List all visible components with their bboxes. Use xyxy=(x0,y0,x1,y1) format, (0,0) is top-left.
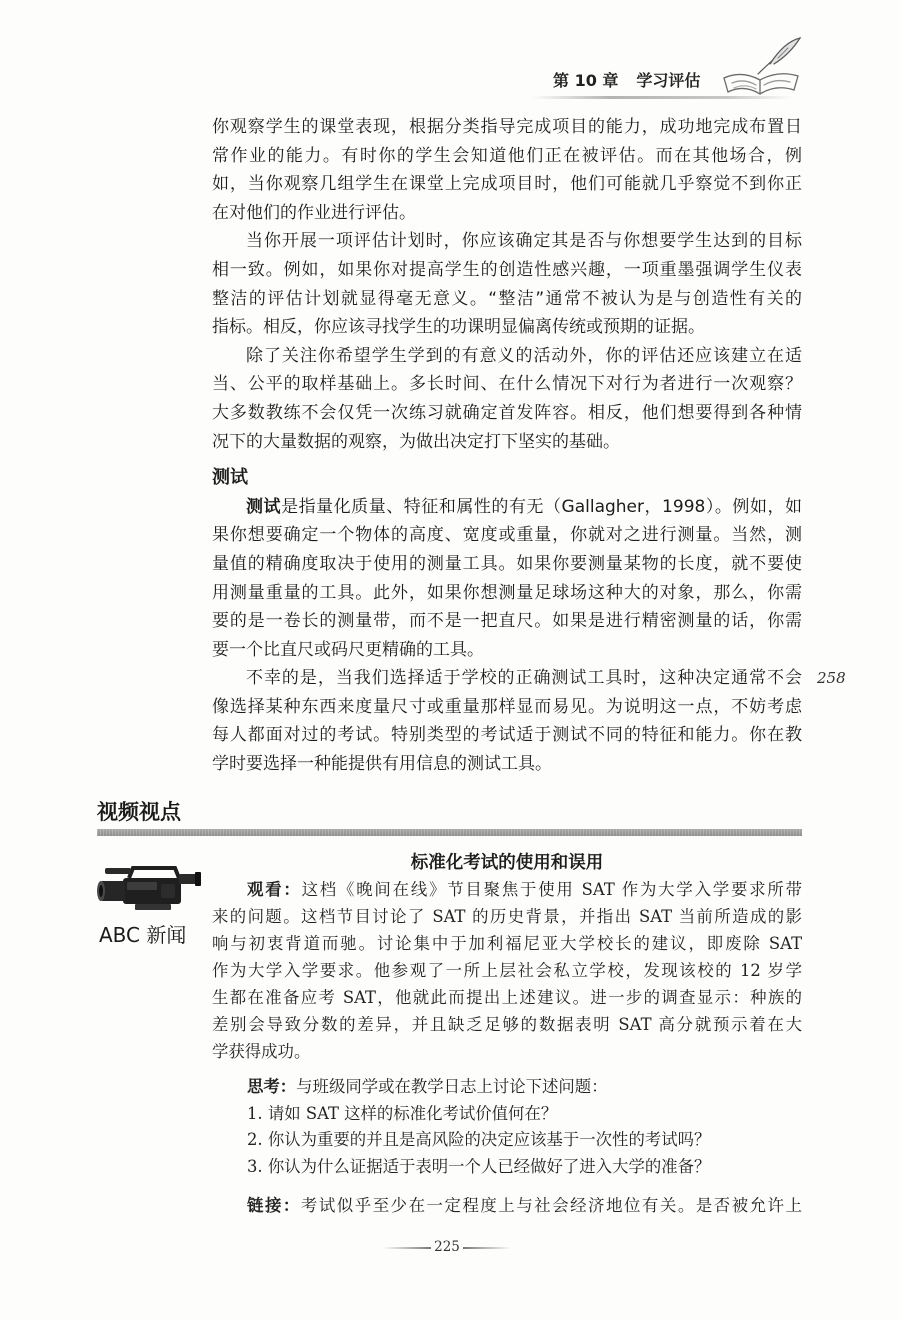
text-line: 不幸的是，当我们选择适于学校的正确测试工具时，这种决定通常不会 xyxy=(246,668,802,689)
paragraph xyxy=(212,493,802,665)
text-run: 与班级同学或在教学日志上讨论下述问题： xyxy=(296,1077,608,1096)
abc-news-label: ABC 新闻 xyxy=(99,923,187,947)
chapter-title: 学习评估 xyxy=(636,71,701,90)
text-line xyxy=(212,1192,802,1219)
paragraph xyxy=(212,342,802,456)
link-label: 链接： xyxy=(247,1196,301,1215)
text-line: 常作业的能力。有时你的学生会知道他们正在被评估。而在其他场合，例 xyxy=(212,145,802,166)
text-line: 来的问题。这档节目讨论了 SAT 的历史背景，并指出 SAT 当前所造成的影 xyxy=(212,907,802,926)
text-line: 如，当你观察几组学生在课堂上完成项目时，他们可能就几乎察觉不到你正 xyxy=(212,174,802,195)
text-run: 考试似乎至少在一定程度上与社会经济地位有关。是否被允许上 xyxy=(300,1196,802,1215)
term-bold: 测试 xyxy=(246,496,282,517)
text-line: 作为大学入学要求。他参观了一所上层社会私立学校，发现该校的 12 岁学 xyxy=(212,961,802,980)
text-line: 在对他们的作业进行评估。 xyxy=(212,202,416,223)
video-box-heading: 视频视点 xyxy=(97,800,181,824)
main-text xyxy=(212,113,802,779)
text-line: 况下的大量数据的观察，为做出决定打下坚实的基础。 xyxy=(212,431,620,452)
quill-feather xyxy=(758,38,800,74)
text-line: 相一致。例如，如果你对提高学生的创造性感兴趣，一项重墨强调学生仪表 xyxy=(212,259,802,280)
open-book xyxy=(724,74,798,94)
text-line: 生都在准备应考 SAT，他就此而提出上述建议。进一步的调查显示：种族的 xyxy=(212,988,802,1007)
text-line: 差别会导致分数的差异，并且缺乏足够的数据表明 SAT 高分就预示着在大 xyxy=(212,1015,802,1034)
text-line: 用测量重量的工具。此外，如果你想测量足球场这种大的对象，那么，你需 xyxy=(212,582,802,603)
text-line: 当你开展一项评估计划时，你应该确定其是否与你想要学生达到的目标 xyxy=(246,231,802,252)
running-header xyxy=(553,68,700,94)
text-line: 每人都面对过的考试。特别类型的考试适于测试不同的特征和能力。你在教 xyxy=(212,725,802,746)
text-line: 你观察学生的课堂表现，根据分类指导完成项目的能力，成功地完成布置日 xyxy=(212,117,802,137)
camera-lens xyxy=(97,881,125,901)
text-line: 像选择某种东西来度量尺寸或重量那样显而易见。为说明这一点，不妨考虑 xyxy=(212,696,802,717)
text-line: 学时要选择一种能提供有用信息的测试工具。 xyxy=(212,754,552,775)
watch-label: 观看： xyxy=(247,880,302,899)
section-heading: 测试 xyxy=(212,467,248,489)
margin-page-number: 258 xyxy=(817,669,846,687)
text-run: 这档《晚间在线》节目聚焦于使用 SAT 作为大学入学要求所带 xyxy=(301,880,802,899)
question-item: 2. 你认为重要的并且是高风险的决定应该基于一次性的考试吗？ xyxy=(247,1130,711,1149)
video-think-questions xyxy=(212,1074,802,1180)
camera-body xyxy=(123,878,181,904)
video-title: 标准化考试的使用和误用 xyxy=(410,853,604,873)
text-line: 学获得成功。 xyxy=(212,1042,311,1061)
question-item: 3. 你认为什么证据适于表明一个人已经做好了进入大学的准备？ xyxy=(247,1156,711,1176)
video-camera-icon xyxy=(95,862,203,916)
text-line: 果你想要确定一个物体的高度、宽度或重量，你就对之进行测量。当然，测 xyxy=(212,525,802,546)
text-line: 除了关注你希望学生学到的有意义的活动外，你的评估还应该建立在适 xyxy=(246,345,802,366)
footer-ornament-left xyxy=(383,1247,431,1249)
camera-handle xyxy=(105,868,179,878)
question-item: 1. 请如 SAT 这样的标准化考试价值何在？ xyxy=(247,1103,558,1123)
video-box-rule xyxy=(97,829,802,836)
text-line: 大多数教练不会仅凭一次练习就确定首发阵容。相反，他们想要得到各种情 xyxy=(212,402,802,423)
chapter-number: 第 10 章 xyxy=(553,71,619,90)
video-link-text xyxy=(212,1192,802,1219)
page-footer xyxy=(380,1236,514,1258)
page-number: 225 xyxy=(434,1239,460,1255)
footer-ornament-right xyxy=(463,1247,511,1249)
paragraph xyxy=(212,664,802,778)
text-line: 要的是一卷长的测量带，而不是一把直尺。如果是进行精密测量的话，你需 xyxy=(212,611,802,632)
text-line: 响与初衷背道而驰。讨论集中于加利福尼亚大学校长的建议，即废除 SAT xyxy=(212,934,802,953)
text-run: 是指量化质量、特征和属性的有无（Gallagher，1998）。例如，如 xyxy=(281,496,802,517)
text-line: 当、公平的取样基础上。多长时间、在什么情况下对行为者进行一次观察？ xyxy=(212,374,802,395)
think-label: 思考： xyxy=(247,1077,297,1096)
text-line: 整洁的评估计划就显得毫无意义。“整洁”通常不被认为是与创造性有关的 xyxy=(212,288,802,309)
text-line: 量值的精确度取决于使用的测量工具。如果你要测量某物的长度，就不要使 xyxy=(212,553,802,574)
book-quill-icon xyxy=(718,34,804,102)
text-line: 指标。相反，你应该寻找学生的功课明显偏离传统或预期的证据。 xyxy=(212,317,705,338)
text-line xyxy=(212,876,802,903)
video-watch-text xyxy=(212,876,802,1065)
text-line xyxy=(212,493,802,522)
paragraph xyxy=(212,227,802,341)
paragraph xyxy=(212,113,802,227)
text-line: 要一个比直尺或码尺更精确的工具。 xyxy=(212,639,484,660)
think-intro xyxy=(212,1074,802,1101)
